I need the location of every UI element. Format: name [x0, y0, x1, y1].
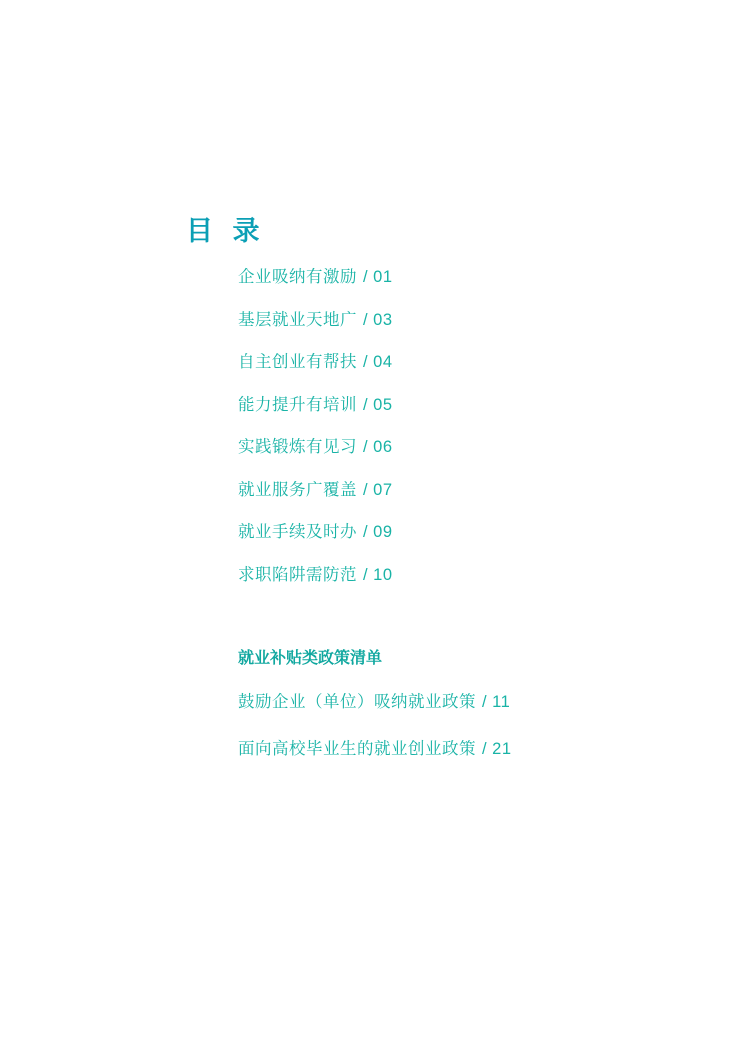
- toc-entry-label: 企业吸纳有激励: [238, 268, 357, 287]
- toc-section-heading: 就业补贴类政策清单: [238, 650, 383, 668]
- toc-entry-label: 能力提升有培训: [238, 395, 357, 414]
- toc-entry-page: / 11: [482, 693, 511, 712]
- toc-entry-label: 自主创业有帮扶: [238, 353, 357, 372]
- toc-entry-page: / 07: [363, 480, 393, 499]
- toc-entry-page: / 09: [363, 523, 393, 542]
- toc-entry-label: 鼓励企业（单位）吸纳就业政策: [238, 693, 476, 712]
- toc-entry[interactable]: [186, 567, 666, 584]
- toc-entry-page: / 03: [363, 310, 393, 329]
- toc-entry-page: / 10: [363, 565, 393, 584]
- toc-entry-label: 就业手续及时办: [238, 523, 357, 542]
- page-title: 目 录: [186, 216, 266, 246]
- toc-entry[interactable]: [186, 482, 666, 499]
- toc-entry[interactable]: [186, 524, 666, 541]
- toc-entry[interactable]: [186, 269, 666, 286]
- toc-entry[interactable]: [186, 312, 666, 329]
- toc-entry[interactable]: [186, 439, 666, 456]
- toc-entry-label: 求职陷阱需防范: [238, 565, 357, 584]
- toc-entry-label: 基层就业天地广: [238, 310, 357, 329]
- toc-entry-page: / 01: [363, 268, 393, 287]
- toc-section-list: [186, 694, 666, 757]
- toc-entry[interactable]: [186, 741, 666, 758]
- toc-entry-page: / 05: [363, 395, 393, 414]
- toc-entry-label: 就业服务广覆盖: [238, 480, 357, 499]
- toc-entry[interactable]: [186, 397, 666, 414]
- toc-main-list: [186, 269, 666, 583]
- toc-entry-label: 面向高校毕业生的就业创业政策: [238, 739, 476, 758]
- toc-entry-label: 实践锻炼有见习: [238, 438, 357, 457]
- table-of-contents: [186, 215, 666, 787]
- toc-entry-page: / 04: [363, 353, 393, 372]
- toc-entry[interactable]: [186, 354, 666, 371]
- toc-entry-page: / 06: [363, 438, 393, 457]
- toc-entry-page: / 21: [482, 739, 512, 758]
- toc-entry[interactable]: [186, 694, 666, 711]
